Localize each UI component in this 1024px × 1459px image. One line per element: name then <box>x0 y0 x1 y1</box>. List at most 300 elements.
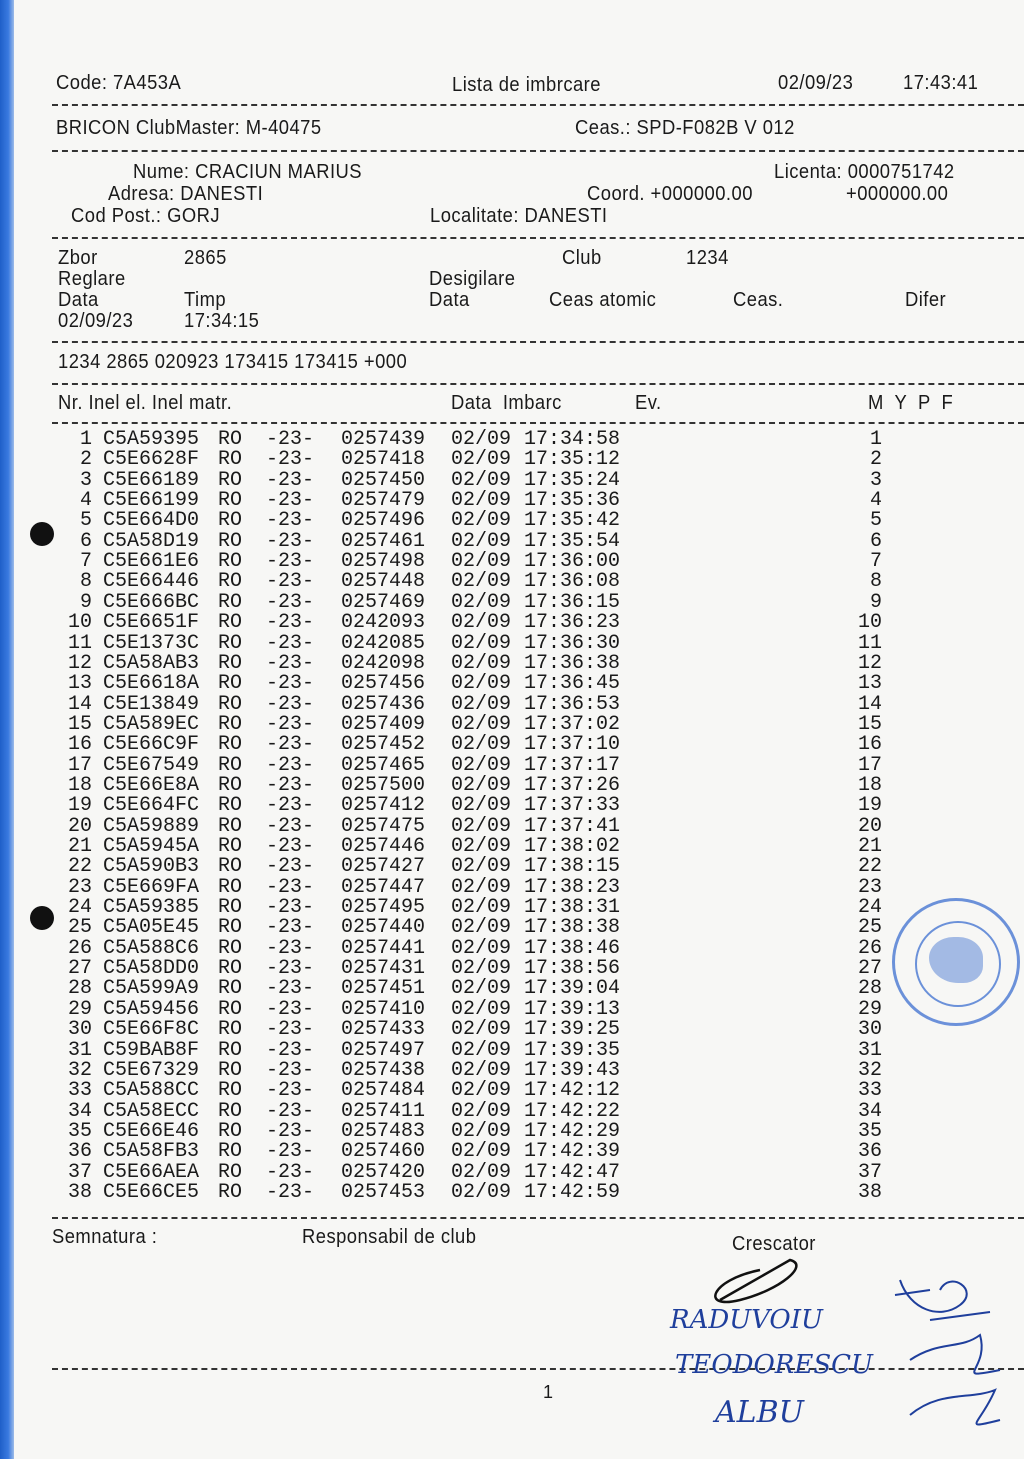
country: RO <box>218 672 243 696</box>
column-header-ring: Nr. Inel el. Inel matr. <box>58 392 233 414</box>
arrival-date: 02/09 <box>451 1099 512 1123</box>
arrival-time: 17:42:12 <box>524 1079 621 1103</box>
position: 27 <box>857 957 882 981</box>
country: RO <box>218 977 243 1001</box>
electronic-ring: C5E67549 <box>103 753 200 777</box>
year: -23- <box>266 814 315 838</box>
country: RO <box>218 1119 243 1143</box>
locality: Localitate: DANESTI <box>430 205 608 227</box>
electronic-ring: C5A59456 <box>103 997 200 1021</box>
arrival-time: 17:36:30 <box>524 631 621 655</box>
country: RO <box>218 1140 243 1164</box>
official-stamp <box>892 898 1020 1026</box>
divider <box>52 1217 1024 1219</box>
position: 9 <box>869 590 882 614</box>
printed-time: 17:43:41 <box>903 72 979 94</box>
club-number: 1234 <box>686 247 729 269</box>
divider <box>52 383 1024 385</box>
ring-number: 0257500 <box>341 773 426 797</box>
row-number: 29 <box>67 997 92 1021</box>
country: RO <box>218 997 243 1021</box>
row-number: 12 <box>67 651 92 675</box>
electronic-ring: C5E66199 <box>103 489 200 513</box>
arrival-time: 17:35:24 <box>524 468 621 492</box>
ring-number: 0257447 <box>341 875 426 899</box>
clock-label: Ceas. <box>733 289 784 311</box>
printed-date: 02/09/23 <box>778 72 854 94</box>
arrival-date: 02/09 <box>451 1119 512 1143</box>
divider <box>52 422 1024 424</box>
country: RO <box>218 590 243 614</box>
electronic-ring: C5E66AEA <box>103 1160 200 1184</box>
code: Code: 7A453A <box>56 72 182 94</box>
arrival-time: 17:37:17 <box>524 753 621 777</box>
club-responsible-label: Responsabil de club <box>302 1226 477 1248</box>
arrival-time: 17:35:54 <box>524 529 621 553</box>
electronic-ring: C5E66E8A <box>103 773 200 797</box>
electronic-ring: C5A05E45 <box>103 916 200 940</box>
country: RO <box>218 1079 243 1103</box>
ring-number: 0257453 <box>341 1180 426 1204</box>
row-number: 2 <box>79 448 92 472</box>
ring-number: 0257465 <box>341 753 426 777</box>
row-number: 9 <box>79 590 92 614</box>
arrival-date: 02/09 <box>451 814 512 838</box>
handwritten-name: TEODORESCU <box>675 1350 873 1380</box>
ring-number: 0257409 <box>341 712 426 736</box>
signature-label: Semnatura : <box>52 1226 158 1248</box>
year: -23- <box>266 1140 315 1164</box>
country: RO <box>218 1099 243 1123</box>
arrival-date: 02/09 <box>451 977 512 1001</box>
year: -23- <box>266 835 315 858</box>
ring-number: 0257469 <box>341 590 426 614</box>
country: RO <box>218 835 243 858</box>
electronic-ring: C5E6618A <box>103 672 200 696</box>
position: 13 <box>857 672 882 696</box>
position: 38 <box>857 1180 882 1204</box>
row-number: 1 <box>79 428 92 451</box>
electronic-ring: C5E67329 <box>103 1058 200 1082</box>
position: 24 <box>857 896 882 920</box>
flight-number: 2865 <box>184 247 227 269</box>
electronic-ring: C5E664FC <box>103 794 200 818</box>
country: RO <box>218 794 243 818</box>
row-number: 6 <box>79 529 92 553</box>
ring-number: 0257448 <box>341 570 426 594</box>
arrival-time: 17:38:23 <box>524 875 621 899</box>
clock-model: Ceas.: SPD-F082B V 012 <box>575 117 795 139</box>
ring-number: 0257433 <box>341 1018 426 1042</box>
row-number: 35 <box>67 1119 92 1143</box>
electronic-ring: C59BAB8F <box>103 1038 200 1062</box>
row-number: 28 <box>67 977 92 1001</box>
position: 17 <box>857 753 882 777</box>
year: -23- <box>266 468 315 492</box>
country: RO <box>218 489 243 513</box>
arrival-time: 17:36:15 <box>524 590 621 614</box>
scan-edge <box>0 0 14 1459</box>
arrival-date: 02/09 <box>451 896 512 920</box>
position: 1 <box>869 428 882 451</box>
year: -23- <box>266 1038 315 1062</box>
position: 37 <box>857 1160 882 1184</box>
row-number: 7 <box>79 550 92 574</box>
year: -23- <box>266 733 315 757</box>
arrival-date: 02/09 <box>451 1038 512 1062</box>
country: RO <box>218 896 243 920</box>
arrival-time: 17:35:12 <box>524 448 621 472</box>
arrival-time: 17:39:25 <box>524 1018 621 1042</box>
license: Licenta: 0000751742 <box>774 161 955 183</box>
country: RO <box>218 651 243 675</box>
row-number: 30 <box>67 1018 92 1042</box>
position: 6 <box>869 529 882 553</box>
row-number: 11 <box>67 631 92 655</box>
electronic-ring: C5A599A9 <box>103 977 200 1001</box>
arrival-time: 17:38:38 <box>524 916 621 940</box>
year: -23- <box>266 489 315 513</box>
arrival-date: 02/09 <box>451 936 512 960</box>
ring-number: 0257483 <box>341 1119 426 1143</box>
electronic-ring: C5A59395 <box>103 428 200 451</box>
ring-number: 0257498 <box>341 550 426 574</box>
arrival-date: 02/09 <box>451 590 512 614</box>
arrival-time: 17:39:13 <box>524 997 621 1021</box>
ring-number: 0257427 <box>341 855 426 879</box>
flight-code-line: 1234 2865 020923 173415 173415 +000 <box>58 351 408 373</box>
row-number: 4 <box>79 489 92 513</box>
row-number: 33 <box>67 1079 92 1103</box>
arrival-time: 17:36:38 <box>524 651 621 675</box>
year: -23- <box>266 672 315 696</box>
position: 2 <box>869 448 882 472</box>
electronic-ring: C5E664D0 <box>103 509 200 533</box>
year: -23- <box>266 855 315 879</box>
divider <box>52 237 1024 239</box>
arrival-time: 17:37:10 <box>524 733 621 757</box>
postal-code: Cod Post.: GORJ <box>71 205 221 227</box>
electronic-ring: C5E66E46 <box>103 1119 200 1143</box>
ink-mark <box>30 522 54 546</box>
column-header-ev: Ev. <box>635 392 662 414</box>
reglare-date: 02/09/23 <box>58 310 134 332</box>
arrival-date: 02/09 <box>451 1058 512 1082</box>
document-title: Lista de imbrcare <box>452 74 601 96</box>
ring-number: 0242093 <box>341 611 426 635</box>
arrival-time: 17:35:42 <box>524 509 621 533</box>
position: 18 <box>857 773 882 797</box>
row-number: 20 <box>67 814 92 838</box>
ring-number: 0257420 <box>341 1160 426 1184</box>
arrival-date: 02/09 <box>451 753 512 777</box>
country: RO <box>218 814 243 838</box>
ring-number: 0257438 <box>341 1058 426 1082</box>
ring-number: 0257436 <box>341 692 426 716</box>
year: -23- <box>266 529 315 553</box>
country: RO <box>218 753 243 777</box>
ring-number: 0257441 <box>341 936 426 960</box>
country: RO <box>218 1180 243 1204</box>
ring-number: 0257495 <box>341 896 426 920</box>
year: -23- <box>266 896 315 920</box>
position: 36 <box>857 1140 882 1164</box>
position: 12 <box>857 651 882 675</box>
country: RO <box>218 936 243 960</box>
electronic-ring: C5A589EC <box>103 712 200 736</box>
ring-number: 0257497 <box>341 1038 426 1062</box>
arrival-time: 17:39:35 <box>524 1038 621 1062</box>
arrival-date: 02/09 <box>451 631 512 655</box>
position: 15 <box>857 712 882 736</box>
electronic-ring: C5A58AB3 <box>103 651 200 675</box>
position: 19 <box>857 794 882 818</box>
position: 3 <box>869 468 882 492</box>
row-number: 37 <box>67 1160 92 1184</box>
position: 5 <box>869 509 882 533</box>
year: -23- <box>266 977 315 1001</box>
electronic-ring: C5A588C6 <box>103 936 200 960</box>
arrival-time: 17:36:53 <box>524 692 621 716</box>
data-label-2: Data <box>429 289 470 311</box>
arrival-date: 02/09 <box>451 794 512 818</box>
column-header-mypf: M Y P F <box>868 392 954 414</box>
difference-label: Difer <box>905 289 947 311</box>
ring-number: 0257450 <box>341 468 426 492</box>
electronic-ring: C5E66C9F <box>103 733 200 757</box>
position: 21 <box>857 835 882 858</box>
electronic-ring: C5A59889 <box>103 814 200 838</box>
position: 7 <box>869 550 882 574</box>
year: -23- <box>266 570 315 594</box>
country: RO <box>218 1160 243 1184</box>
arrival-time: 17:38:15 <box>524 855 621 879</box>
arrival-date: 02/09 <box>451 529 512 553</box>
year: -23- <box>266 936 315 960</box>
position: 30 <box>857 1018 882 1042</box>
position: 8 <box>869 570 882 594</box>
handwritten-name: ALBU <box>715 1395 804 1430</box>
position: 14 <box>857 692 882 716</box>
arrival-date: 02/09 <box>451 1018 512 1042</box>
country: RO <box>218 957 243 981</box>
row-number: 17 <box>67 753 92 777</box>
position: 29 <box>857 997 882 1021</box>
row-number: 31 <box>67 1038 92 1062</box>
country: RO <box>218 733 243 757</box>
arrival-time: 17:37:33 <box>524 794 621 818</box>
year: -23- <box>266 428 315 451</box>
position: 32 <box>857 1058 882 1082</box>
row-number: 38 <box>67 1180 92 1204</box>
country: RO <box>218 611 243 635</box>
ring-number: 0242098 <box>341 651 426 675</box>
country: RO <box>218 916 243 940</box>
electronic-ring: C5E666BC <box>103 590 200 614</box>
ring-number: 0257475 <box>341 814 426 838</box>
year: -23- <box>266 916 315 940</box>
ink-mark <box>30 906 54 930</box>
clubmaster: BRICON ClubMaster: M-40475 <box>56 117 322 139</box>
arrival-date: 02/09 <box>451 1079 512 1103</box>
arrival-date: 02/09 <box>451 509 512 533</box>
row-number: 5 <box>79 509 92 533</box>
position: 20 <box>857 814 882 838</box>
row-number: 32 <box>67 1058 92 1082</box>
year: -23- <box>266 773 315 797</box>
row-number: 14 <box>67 692 92 716</box>
row-number: 23 <box>67 875 92 899</box>
ring-number: 0257484 <box>341 1079 426 1103</box>
row-number: 36 <box>67 1140 92 1164</box>
position: 4 <box>869 489 882 513</box>
column-header-date: Data Imbarc <box>451 392 562 414</box>
arrival-time: 17:37:26 <box>524 773 621 797</box>
electronic-ring: C5A58DD0 <box>103 957 200 981</box>
row-number: 21 <box>67 835 92 858</box>
position: 31 <box>857 1038 882 1062</box>
ring-number: 0257461 <box>341 529 426 553</box>
year: -23- <box>266 997 315 1021</box>
year: -23- <box>266 631 315 655</box>
year: -23- <box>266 1180 315 1204</box>
arrival-date: 02/09 <box>451 773 512 797</box>
row-number: 3 <box>79 468 92 492</box>
arrival-time: 17:38:56 <box>524 957 621 981</box>
year: -23- <box>266 1099 315 1123</box>
coordinates-2: +000000.00 <box>846 183 949 205</box>
country: RO <box>218 468 243 492</box>
arrival-time: 17:42:22 <box>524 1099 621 1123</box>
arrival-time: 17:42:39 <box>524 1140 621 1164</box>
position: 34 <box>857 1099 882 1123</box>
reglare-time: 17:34:15 <box>184 310 260 332</box>
electronic-ring: C5A58ECC <box>103 1099 200 1123</box>
ring-number: 0257439 <box>341 428 426 451</box>
position: 35 <box>857 1119 882 1143</box>
electronic-ring: C5E6651F <box>103 611 200 635</box>
year: -23- <box>266 651 315 675</box>
row-number: 25 <box>67 916 92 940</box>
atomic-clock-label: Ceas atomic <box>549 289 657 311</box>
row-number: 26 <box>67 936 92 960</box>
ring-number: 0257431 <box>341 957 426 981</box>
reglare-label: Reglare <box>58 268 126 290</box>
divider <box>52 150 1024 152</box>
country: RO <box>218 1018 243 1042</box>
ring-number: 0257451 <box>341 977 426 1001</box>
position: 33 <box>857 1079 882 1103</box>
arrival-date: 02/09 <box>451 448 512 472</box>
arrival-time: 17:36:45 <box>524 672 621 696</box>
arrival-time: 17:34:58 <box>524 428 621 451</box>
position: 22 <box>857 855 882 879</box>
breeder-label: Crescator <box>732 1233 816 1255</box>
flight-label: Zbor <box>58 247 98 269</box>
country: RO <box>218 1058 243 1082</box>
divider <box>52 104 1024 106</box>
arrival-time: 17:38:46 <box>524 936 621 960</box>
arrival-time: 17:36:23 <box>524 611 621 635</box>
country: RO <box>218 1038 243 1062</box>
row-number: 27 <box>67 957 92 981</box>
position: 10 <box>857 611 882 635</box>
ring-number: 0257496 <box>341 509 426 533</box>
ring-number: 0257410 <box>341 997 426 1021</box>
arrival-date: 02/09 <box>451 1160 512 1184</box>
electronic-ring: C5A5945A <box>103 835 200 858</box>
year: -23- <box>266 448 315 472</box>
year: -23- <box>266 509 315 533</box>
arrival-date: 02/09 <box>451 692 512 716</box>
country: RO <box>218 509 243 533</box>
arrival-date: 02/09 <box>451 651 512 675</box>
ring-number: 0257456 <box>341 672 426 696</box>
row-number: 10 <box>67 611 92 635</box>
country: RO <box>218 712 243 736</box>
arrival-date: 02/09 <box>451 468 512 492</box>
arrival-time: 17:36:08 <box>524 570 621 594</box>
electronic-ring: C5E66446 <box>103 570 200 594</box>
arrival-time: 17:37:02 <box>524 712 621 736</box>
year: -23- <box>266 794 315 818</box>
row-number: 34 <box>67 1099 92 1123</box>
position: 26 <box>857 936 882 960</box>
position: 28 <box>857 977 882 1001</box>
ring-number: 0257446 <box>341 835 426 858</box>
country: RO <box>218 773 243 797</box>
year: -23- <box>266 590 315 614</box>
arrival-date: 02/09 <box>451 1140 512 1164</box>
year: -23- <box>266 1119 315 1143</box>
desigilare-label: Desigilare <box>429 268 516 290</box>
year: -23- <box>266 712 315 736</box>
year: -23- <box>266 611 315 635</box>
position: 25 <box>857 916 882 940</box>
arrival-time: 17:35:36 <box>524 489 621 513</box>
year: -23- <box>266 1160 315 1184</box>
electronic-ring: C5E661E6 <box>103 550 200 574</box>
data-label: Data <box>58 289 99 311</box>
position: 11 <box>857 631 882 655</box>
arrival-time: 17:37:41 <box>524 814 621 838</box>
arrival-time: 17:36:00 <box>524 550 621 574</box>
country: RO <box>218 550 243 574</box>
row-number: 15 <box>67 712 92 736</box>
country: RO <box>218 448 243 472</box>
country: RO <box>218 692 243 716</box>
arrival-time: 17:38:31 <box>524 896 621 920</box>
arrival-date: 02/09 <box>451 916 512 940</box>
ring-number: 0257411 <box>341 1099 426 1123</box>
year: -23- <box>266 550 315 574</box>
row-number: 18 <box>67 773 92 797</box>
country: RO <box>218 631 243 655</box>
arrival-date: 02/09 <box>451 1180 512 1204</box>
arrival-time: 17:39:43 <box>524 1058 621 1082</box>
timp-label: Timp <box>184 289 227 311</box>
handwritten-name: RADUVOIU <box>670 1305 823 1335</box>
year: -23- <box>266 957 315 981</box>
ring-number: 0242085 <box>341 631 426 655</box>
arrival-date: 02/09 <box>451 855 512 879</box>
coordinates: Coord. +000000.00 <box>587 183 753 205</box>
arrival-date: 02/09 <box>451 733 512 757</box>
electronic-ring: C5E1373C <box>103 631 200 655</box>
arrival-date: 02/09 <box>451 570 512 594</box>
row-number: 8 <box>79 570 92 594</box>
row-number: 13 <box>67 672 92 696</box>
